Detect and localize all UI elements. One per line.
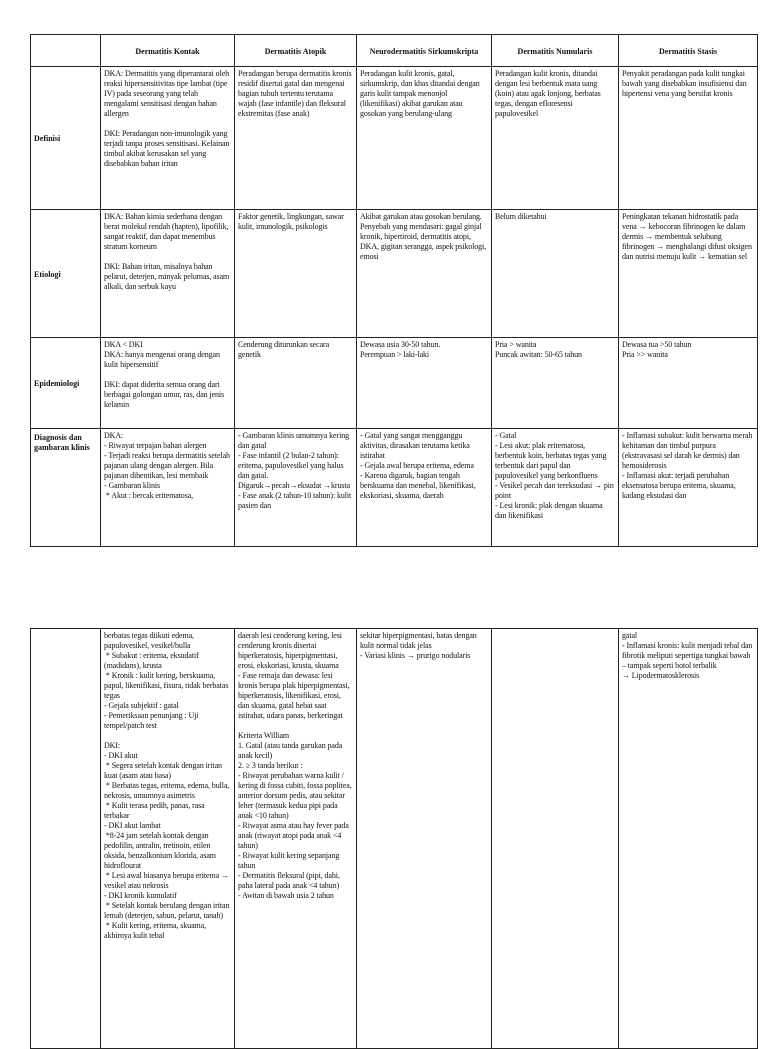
- comparison-table-continued: [30, 628, 758, 1049]
- cell-diagnosis-kontak: DKA: - Riwayat terpajan bahan alergen - Terjadi reaksi berupa dermatitis setelah pajanan ulang dengan alergen. Bila pajanan dihentikan, lesi membaik - Gambaran klinis * Akut : bercak eritematosa,: [101, 429, 235, 547]
- cell-diagnosis-numularis: - Gatal - Lesi akut: plak eritematosa, berbentuk koin, berbatas tegas yang terbentuk dari papul dan papulovesikel yang berkonfluens - Vesikel pecah dan tereksudasi → pin point - Lesi kronik: plak dengan skuama dan likenifikasi: [492, 429, 619, 547]
- cell-cont-numularis: [492, 629, 619, 1049]
- cell-cont-neuro: sekitar hiperpigmentasi, batas dengan kulit normal tidak jelas - Variasi klinis → prurigo nodularis: [357, 629, 492, 1049]
- cell-diagnosis-atopik: - Gambaran klinis umumnya kering dan gatal - Fase infantil (2 bulan-2 tahun): eritema, papulovesikel yang halus dan gatal. Digaruk→pecah→eksudat →krusta - Fase anak (2 tahun-10 tahun): kulit pasien dan: [235, 429, 357, 547]
- row-label-diagnosis: Diagnosis dan gambaran klinis: [31, 429, 101, 547]
- header-dermatitis-stasis: Dermatitis Stasis: [619, 35, 758, 67]
- cell-epidemiologi-stasis: Dewasa tua >50 tahun Pria >> wanita: [619, 338, 758, 429]
- cell-definisi-neuro: Peradangan kulit kronis, gatal, sirkumskrip, dan khas ditandai dengan garis kulit tampak menonjol (likenifikasi) akibat garukan atau gosokan yang berulang-ulang: [357, 67, 492, 210]
- cell-etiologi-neuro: Akibat garukan atau gosokan berulang. Penyebab yang mendasari: gagal ginjal kronik, hipertiroid, dermatitis atopi, DKA, gigitan serangga, aspek psikologi, emosi: [357, 210, 492, 338]
- header-dermatitis-kontak: Dermatitis Kontak: [101, 35, 235, 67]
- row-etiologi: [31, 210, 758, 338]
- header-corner: [31, 35, 101, 67]
- cell-diagnosis-stasis: - Inflamasi subakut: kulit berwarna merah kehitaman dan timbul purpura (ekstravasasi sel darah ke dermis) dan hemosiderosis - Inflamasi akut: terjadi perubahan eksematosa berupa eritema, skuama, kadang eksudasi dan: [619, 429, 758, 547]
- cell-definisi-atopik: Peradangan berupa dermatitis kronis residif disertai gatal dan mengenai bagian tubuh tertentu terutama wajah (fase infantile) dan fleksural ekstremitas (fase anak): [235, 67, 357, 210]
- cell-epidemiologi-atopik: Cenderung diturunkan secara genetik: [235, 338, 357, 429]
- header-neurodermatitis: Neurodermatitis Sirkumskripta: [357, 35, 492, 67]
- cell-epidemiologi-numularis: Pria > wanita Puncak awitan: 50-65 tahun: [492, 338, 619, 429]
- row-diagnosis-continued: [31, 629, 758, 1049]
- cell-definisi-stasis: Penyakit peradangan pada kulit tungkai bawah yang disebabkan insufisiensi dan hipertensi vena yang bersifat kronis: [619, 67, 758, 210]
- cell-etiologi-atopik: Faktor genetik, lingkungan, sawar kulit, imunologik, psikologis: [235, 210, 357, 338]
- comparison-table: [30, 34, 758, 547]
- cell-etiologi-stasis: Peningkatan tekanan hidrostatik pada vena → kebocoran fibrinogen ke dalam dermis → membentuk selubung fibrinogen → menghalangi difusi oksigen dan nutrisi menuju kulit → kematian sel: [619, 210, 758, 338]
- cell-epidemiologi-kontak: DKA < DKI DKA: hanya mengenai orang dengan kulit hipersensitif DKI: dapat diderita semua orang dari berbagai golongan umur, ras, dan jenis kelamin: [101, 338, 235, 429]
- header-dermatitis-numularis: Dermatitis Numularis: [492, 35, 619, 67]
- cell-cont-stasis: gatal - Inflamasi kronis: kulit menjadi tebal dan fibrotik meliputi sepertiga tungkai bawah – tampak seperti botol terbalik → Lipodermatosklerosis: [619, 629, 758, 1049]
- row-epidemiologi: [31, 338, 758, 429]
- cell-epidemiologi-neuro: Dewasa usia 30-50 tahun. Perempuan > laki-laki: [357, 338, 492, 429]
- header-dermatitis-atopik: Dermatitis Atopik: [235, 35, 357, 67]
- row-label-continued: [31, 629, 101, 1049]
- row-diagnosis: [31, 429, 758, 547]
- row-label-definisi: Definisi: [31, 67, 101, 210]
- cell-diagnosis-neuro: - Gatal yang sangat mengganggu aktivitas, dirasakan terutama ketika istirahat - Gejala awal berupa eritema, edema - Karena digaruk, bagian tengah berskuama dan menebal, likenifikasi, ekskoriasi, skuama, daerah: [357, 429, 492, 547]
- header-row: [31, 35, 758, 67]
- row-label-etiologi: Etiologi: [31, 210, 101, 338]
- row-label-epidemiologi: Epidemiologi: [31, 338, 101, 429]
- cell-definisi-numularis: Peradangan kulit kronis, ditandai dengan lesi berbentuk mata uang (koin) atau agak lonjong, berbatas tegas, dengan efloresensi papulovesikel: [492, 67, 619, 210]
- cell-cont-atopik: daerah lesi cenderung kering, lesi cenderung kronis disertai hiperkeratosis, hiperpigmentasi, erosi, ekskoriasi, krusta, skuama - Fase remaja dan dewasa: lesi kronis berupa plak hiperpigmentasi, hiperkeratosis, likenifikasi, erosi, dan skuama, gatal hebat saat istirahat, udara panas, berkeringat Kriteria William 1. Gatal (atau tanda garukan pada anak kecil) 2. ≥ 3 tanda berikut : - Riwayat perubahan warna kulit / kering di fossa cubiti, fossa poplitea, anterior dorsum pedis, atau sekitar leher (termasuk kedua pipi pada anak <10 tahun) - Riwayat asma atau hay fever pada anak (riwayat atopi pada anak <4 tahun) - Riwayat kulit kering sepanjang tahun - Dermatitis fleksural (pipi, dahi, paha lateral pada anak <4 tahun) - Awitan di bawah usia 2 tahun: [235, 629, 357, 1049]
- cell-definisi-kontak: DKA: Dermatitis yang diperantarai oleh reaksi hipersensitivitas tipe lambat (tipe IV) pada seseorang yang telah mengalami sensitisasi dengan bahan allergen DKI: Peradangan non-imunologik yang terjadi tanpa proses sensitisasi. Kelainan timbul akibat kerusakan sel yang disebabkan bahan iritan: [101, 67, 235, 210]
- cell-cont-kontak: berbatas tegas diikuti edema, papulovesikel, vesikel/bulla * Subakut : eritema, eksudatif (madidans), krusta * Kronik : kulit kering, berskuama, papul, likenifikasi, fisura, tidak berbatas tegas - Gejala subjektif : gatal - Pemeriksaan penunjang : Uji tempel/patch test DKI: - DKI akut * Segera setelah kontak dengan iritan kuat (asam atau basa) * Berbatas tegas, eritema, edema, bulla, nekrosis, umumnya asimetris * Kulit terasa pedih, panas, rasa terbakar - DKI akut lambat *8-24 jam setelah kontak dengan pedofilin, antralin, tretinoin, etilen oksida, benzalkonium klorida, asam hidroflourat * Lesi awal biasanya berupa eritema → vesikel atau nekrosis - DKI kronik kumulatif * Setelah kontak berulang dengan iritan lemah (deterjen, sabun, pelarut, tanah) * Kulit kering, eritema, skuama, akhirnya kulit tebal: [101, 629, 235, 1049]
- row-definisi: [31, 67, 758, 210]
- cell-etiologi-kontak: DKA: Bahan kimia sederhana dengan berat molekul rendah (hapten), lipofilik, sangat reaktif, dan dapat menembus stratum korneum DKI: Bahan iritan, misalnya bahan pelarut, deterjen, minyak pelumas, asam alkali, dan serbuk kayu: [101, 210, 235, 338]
- cell-etiologi-numularis: Belum diketahui: [492, 210, 619, 338]
